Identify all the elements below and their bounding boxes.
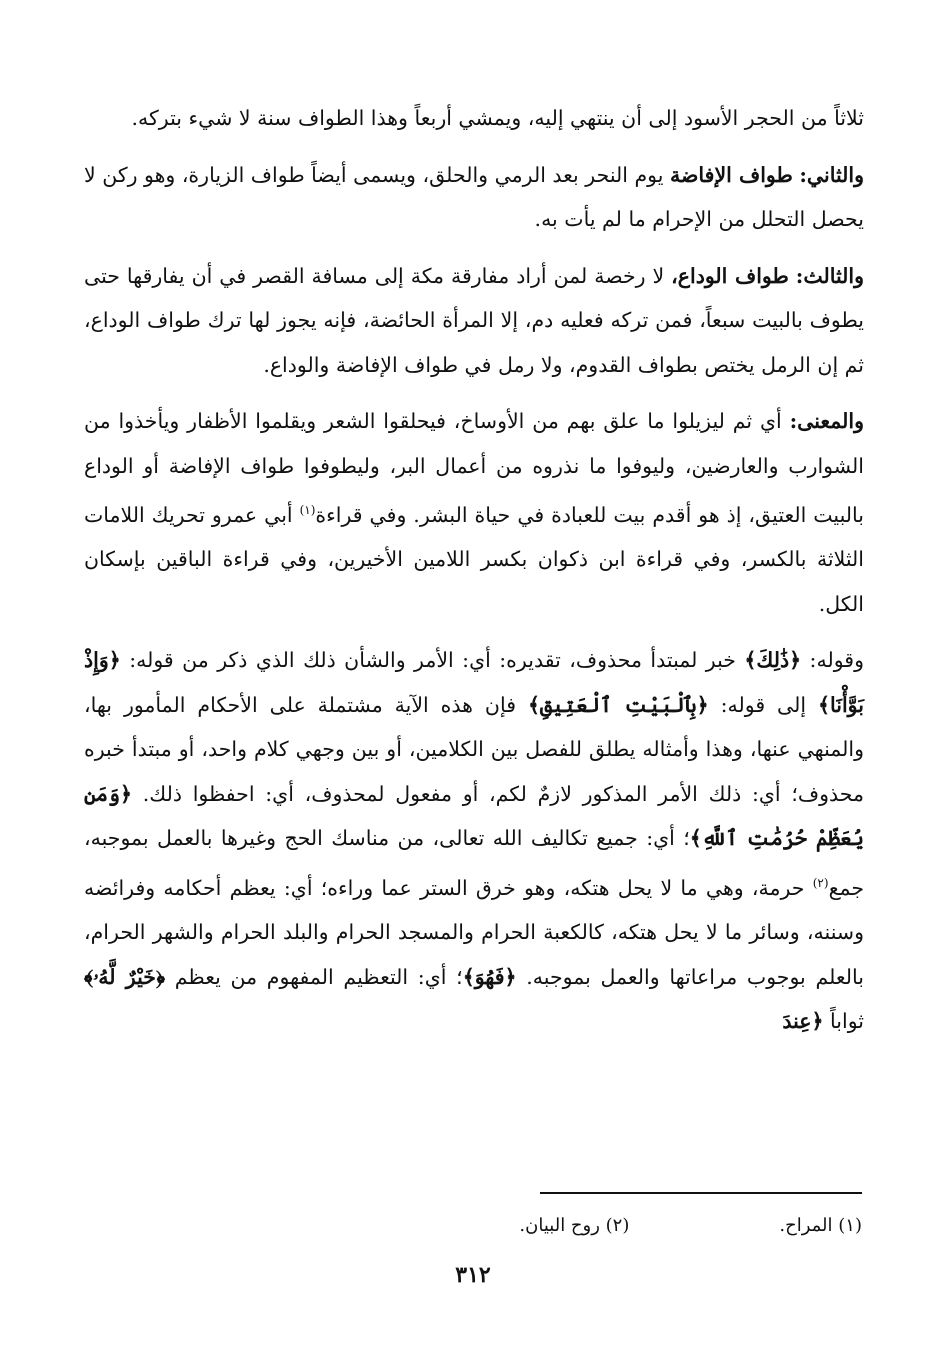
quran-quote-7: ﴿عِندَ — [782, 1009, 824, 1034]
paragraph-5-seg-3: إلى قوله: — [708, 692, 819, 717]
paragraph-3-lead: والثالث: — [795, 263, 864, 288]
paragraph-1 — [84, 96, 864, 141]
quran-quote-3: ﴿بِٱلْبَيْتِ ٱلْعَتِيقِ﴾ — [527, 692, 709, 717]
footnote-1: (١) المراح. — [779, 1215, 862, 1236]
quran-quote-5: ﴿فَهُوَ﴾ — [462, 964, 517, 989]
quran-quote-1: ﴿ذَٰلِكَ﴾ — [744, 648, 802, 673]
footnote-ref-2: (٢) — [812, 875, 829, 890]
quran-quote-6: ﴿خَيْرٌ لَّهُۥ﴾ — [84, 964, 166, 989]
paragraph-5-seg-2: خبر لمبتدأ محذوف، تقديره: أي: الأمر والشأن ذلك الذي ذكر من قوله: — [120, 648, 745, 673]
paragraph-5-seg-8: ثواباً — [823, 1009, 864, 1034]
paragraph-2-text: يوم النحر بعد الرمي والحلق، ويسمى أيضاً طواف الزيارة، وهو ركن لا يحصل التحلل من الإحرام ما لم يأت به. — [84, 162, 864, 231]
paragraph-4-text-2: أبي عمرو تحريك اللامات الثلاثة بالكسر، وفي قراءة ابن ذكوان بكسر اللامين الأخيرين، وفي قراءة الباقين بإسكان الكل. — [84, 502, 864, 616]
paragraph-3 — [84, 254, 864, 388]
footnote-ref-1: (١) — [299, 503, 316, 517]
paragraph-2 — [84, 153, 864, 242]
paragraph-2-term: طواف الإفاضة — [670, 162, 793, 187]
paragraph-5-seg-4: فإن هذه الآية مشتملة على الأحكام المأمور بها، والمنهي عنها، وهذا وأمثاله يطلق للفصل بين الكلامين، أو بين وجهي كلام واحد، أو مبتدأ خبره محذوف؛ أي: ذلك الأمر المذكور لازمٌ لكم، أو مفعول لمحذوف، أي: احفظوا ذلك. — [84, 692, 864, 806]
paragraph-5-seg-5: ؛ أي: جميع تكاليف الله تعالى، من مناسك الحج وغيرها بالعمل بموجبه، جمع — [84, 826, 864, 900]
paragraph-5-seg-1: وقوله: — [801, 648, 864, 673]
paragraph-1-text: ثلاثاً من الحجر الأسود إلى أن ينتهي إليه، ويمشي أربعاً وهذا الطواف سنة لا شيء بتركه. — [131, 106, 864, 130]
footnote-2: (٢) روح البيان. — [519, 1215, 630, 1236]
page-number: ٣١٢ — [455, 1262, 491, 1288]
paragraph-3-term: طواف الوداع، — [671, 263, 789, 288]
paragraph-5-seg-7: ؛ أي: التعظيم المفهوم من يعظم — [165, 964, 463, 989]
quran-quote-2: ﴿وَإِذْ بَوَّأْنَا﴾ — [84, 648, 864, 717]
paragraph-3-text: لا رخصة لمن أراد مفارقة مكة إلى مسافة القصر في أن يفارقها حتى يطوف بالبيت سبعاً، فمن تركه فعليه دم، إلا المرأة الحائضة، فإنه يجوز لها ترك طواف الوداع، ثم إن الرمل يختص بطواف القدوم، ولا رمل في طواف الإفاضة والوداع. — [84, 263, 864, 377]
footnote-divider — [540, 1192, 862, 1194]
body-text — [84, 96, 864, 1056]
paragraph-4 — [84, 399, 864, 626]
footnotes — [120, 1206, 862, 1246]
paragraph-4-text-1: أي ثم ليزيلوا ما علق بهم من الأوساخ، فيحلقوا الشعر ويقلموا الأظفار ويأخذوا من الشوارب والعارضين، وليوفوا ما نذروه من أعمال البر، وليطوفوا طواف الإفاضة أو الوداع بالبيت العتيق، إذ هو أقدم بيت للعبادة في حياة البشر. وفي قراءة — [84, 409, 864, 527]
quran-quote-4: ﴿وَمَن يُعَظِّمْ حُرُمَٰتِ ٱللَّهِ﴾ — [84, 781, 864, 851]
paragraph-2-lead: والثاني: — [799, 162, 864, 187]
paragraph-4-lead: والمعنى: — [789, 409, 864, 433]
paragraph-5 — [84, 638, 864, 1043]
paragraph-5-seg-6: حرمة، وهي ما لا يحل هتكه، وهو خرق الستر عما وراءه؛ أي: يعظم أحكامه وفرائضه وسننه، وسائر ما لا يحل هتكه، كالكعبة الحرام والمسجد الحرام والبلد الحرام والشهر الحرام، بالعلم بوجوب مراعاتها والعمل بموجبه. — [84, 875, 864, 989]
